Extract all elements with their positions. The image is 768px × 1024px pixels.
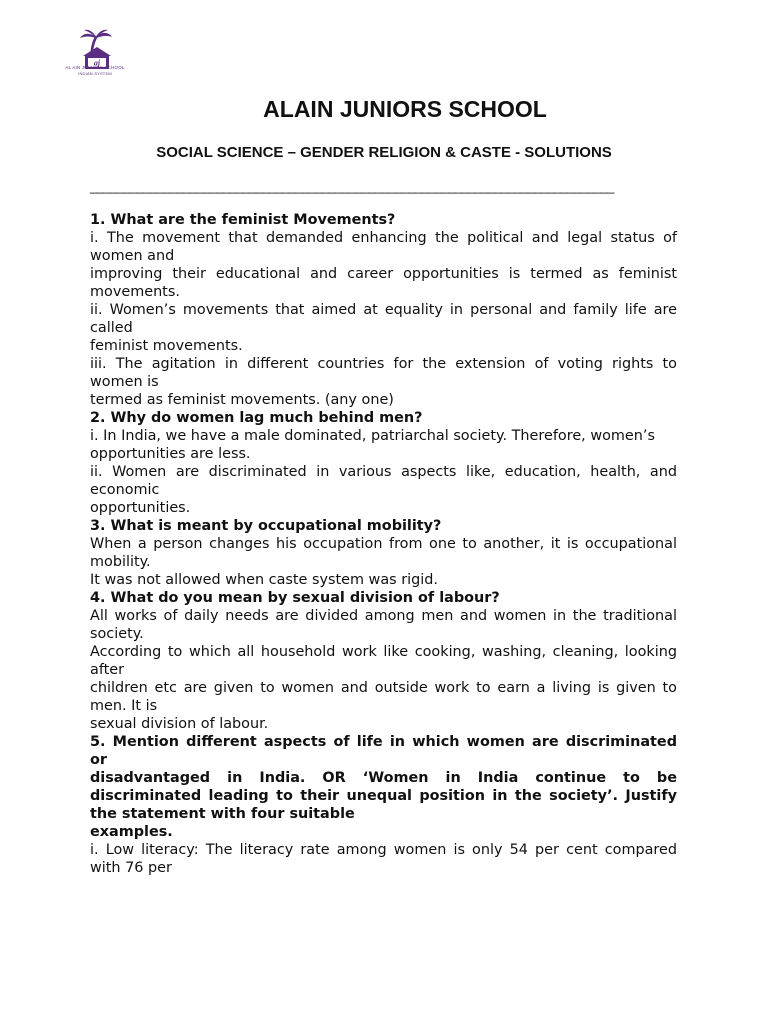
page-subtitle: SOCIAL SCIENCE – GENDER RELIGION & CASTE - SOLUTIONS: [156, 144, 612, 161]
answer-line: It was not allowed when caste system was rigid.: [90, 572, 438, 588]
answer-line: i. The movement that demanded enhancing the political and legal status of women and: [90, 230, 677, 264]
question-heading: 2. Why do women lag much behind men?: [90, 410, 423, 426]
question-heading: examples.: [90, 824, 173, 840]
answer-line: i. In India, we have a male dominated, patriarchal society. Therefore, women’s: [90, 428, 655, 444]
answer-line: opportunities.: [90, 500, 191, 516]
answer-line: iii. The agitation in different countries for the extension of voting rights to women is: [90, 356, 677, 390]
answer-line: termed as feminist movements. (any one): [90, 392, 394, 408]
logo-school-name: AL AIN JUNIORS SCHOOL: [65, 65, 125, 70]
answer-line: According to which all household work like cooking, washing, cleaning, looking after: [90, 644, 677, 678]
question-heading: 5. Mention different aspects of life in which women are discriminated or: [90, 734, 677, 768]
answer-line: feminist movements.: [90, 338, 243, 354]
answer-line: opportunities are less.: [90, 446, 251, 462]
page-title: ALAIN JUNIORS SCHOOL: [263, 96, 547, 122]
answer-line: sexual division of labour.: [90, 716, 269, 732]
question-heading: 4. What do you mean by sexual division of labour?: [90, 590, 500, 606]
question-heading: 1. What are the feminist Movements?: [90, 212, 396, 228]
answer-line: ii. Women are discriminated in various aspects like, education, health, and economic: [90, 464, 677, 498]
answer-line: i. Low literacy: The literacy rate among women is only 54 per cent compared with 76 per: [90, 842, 677, 876]
document-body: [90, 211, 677, 877]
answer-line: improving their educational and career opportunities is termed as feminist movements.: [90, 266, 677, 300]
question-heading: disadvantaged in India. OR ‘Women in India continue to be discriminated leading to their unequal position in the society’. Justify the statement with four suitable: [90, 770, 677, 822]
horizontal-rule: _______________________________________________________________________________: [90, 179, 614, 194]
answer-line: When a person changes his occupation from one to another, it is occupational mobility.: [90, 536, 677, 570]
question-heading: 3. What is meant by occupational mobility?: [90, 518, 442, 534]
answer-line: ii. Women’s movements that aimed at equality in personal and family life are called: [90, 302, 677, 336]
answer-line: children etc are given to women and outside work to earn a living is given to men. It is: [90, 680, 677, 714]
answer-line: All works of daily needs are divided among men and women in the traditional society.: [90, 608, 677, 642]
logo-system-label: INDIAN SYSTEM: [78, 71, 112, 76]
svg-text:aj: aj: [93, 58, 101, 68]
